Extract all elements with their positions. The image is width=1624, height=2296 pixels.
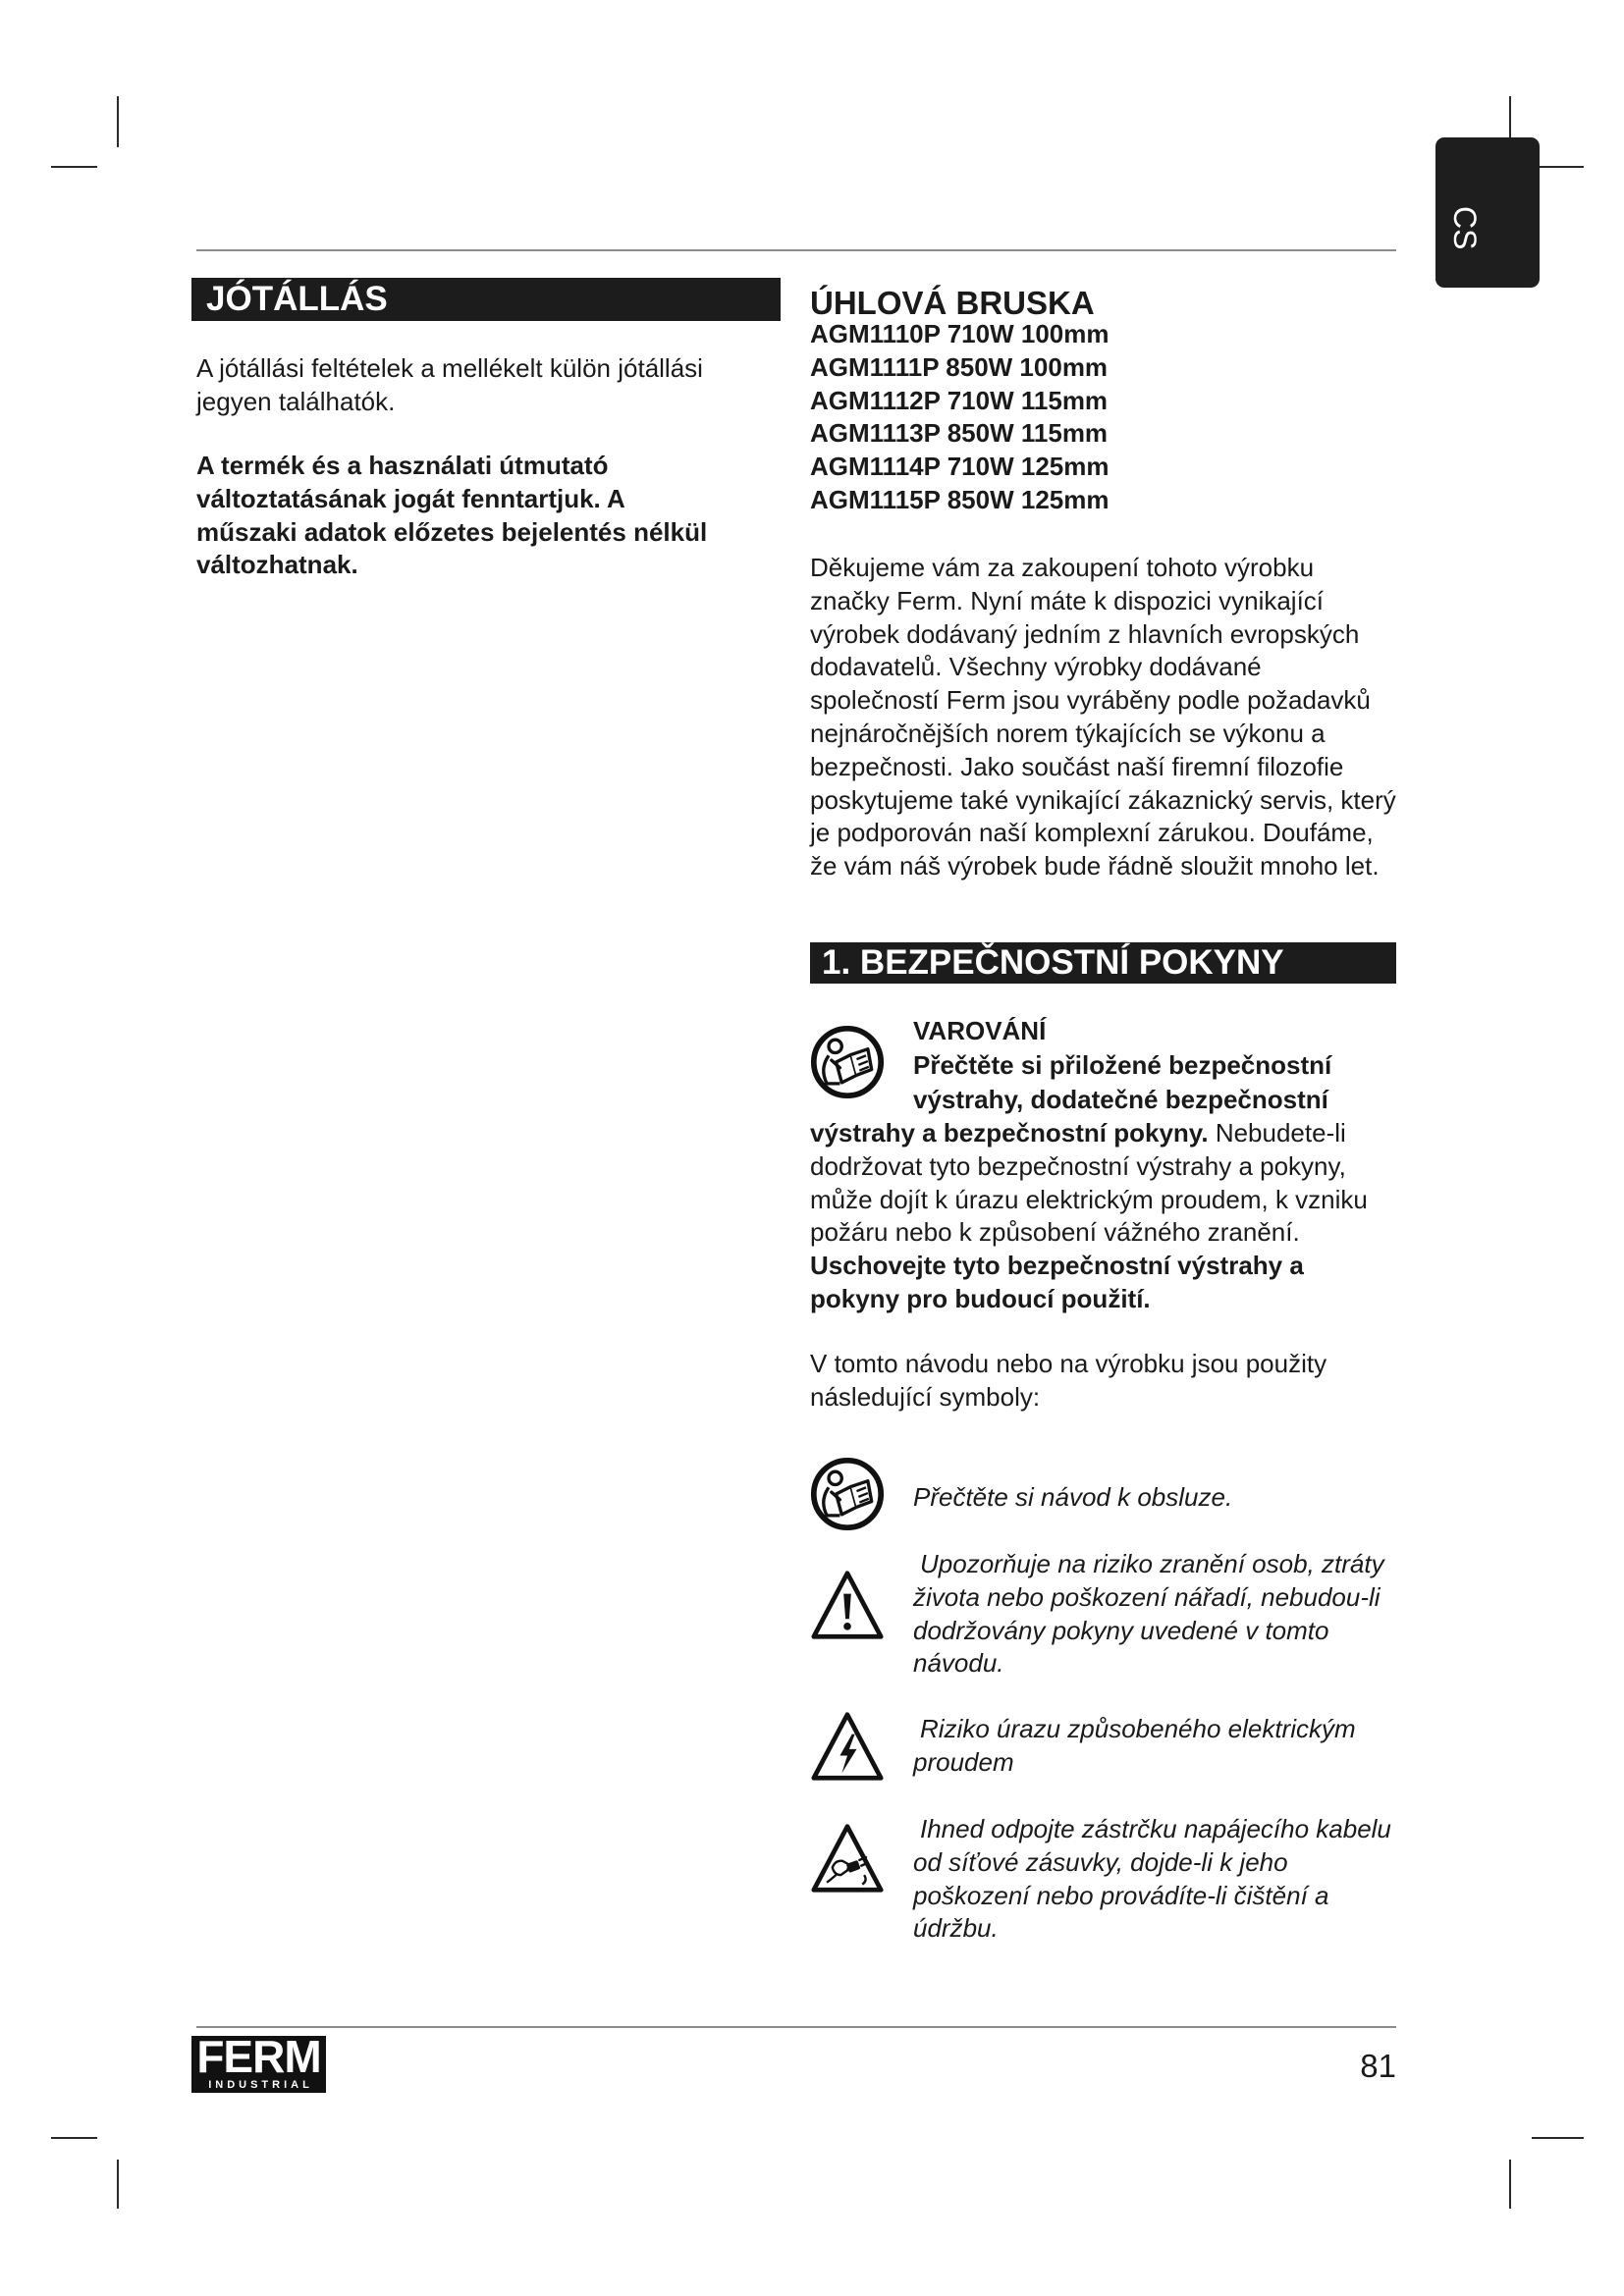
symbol-description-line: Riziko úrazu způsobeného elektrickým [920,1714,1356,1743]
warranty-text [196,352,703,419]
warning-keep-line: pokyny pro budoucí použití. [810,1283,1151,1313]
read-manual-icon [810,1457,885,1531]
intro-line: je podporován naší komplexní zárukou. Doufáme, [810,818,1374,848]
warning-triangle-icon [810,1568,885,1642]
symbol-description-line: proudem [913,1746,1014,1777]
symbol-description-line: života nebo poškození nářadí, nebudou-li [913,1581,1380,1612]
logo-wordmark: FERM [196,2036,321,2082]
symbol-description [913,1548,1384,1681]
warning-label: VAROVÁNÍ [913,1016,1047,1045]
symbol-row [810,1548,1399,1685]
page-number: 81 [1360,2048,1396,2084]
symbols-intro-line: následující symboly: [810,1381,1041,1412]
warranty-heading: JÓTÁLLÁS [191,278,781,321]
intro-paragraph [810,552,1396,883]
symbol-description-line: od síťové zásuvky, dojde-li k jeho [913,1846,1288,1877]
crop-mark [117,96,119,147]
warning-body-start: Nebudete-li [1215,1118,1346,1148]
intro-line: značky Ferm. Nyní máte k dispozici vynikající [810,585,1325,615]
model-line: AGM1115P 850W 125mm [810,484,1110,514]
symbol-description-line: dodržovány pokyny uvedené v tomto [913,1615,1329,1645]
symbol-description-line: návodu. [913,1648,1004,1679]
model-line: AGM1110P 710W 100mm [810,319,1110,348]
crop-mark [51,2137,97,2139]
unplug-icon [810,1821,885,1896]
intro-line: poskytujeme také vynikající zákaznický servis, který [810,784,1396,815]
electric-shock-icon [810,1709,885,1784]
intro-line: společností Ferm jsou vyráběny podle požadavků [810,685,1371,716]
warranty-notice-line: A termék és a használati útmutató [196,451,609,480]
warning-lead-line: výstrahy, dodatečné bezpečnostní [913,1085,1328,1114]
bottom-rule [196,2026,1396,2028]
warranty-notice-line: változtatásának jogát fenntartjuk. A [196,483,625,513]
warning-lead-line: Přečtěte si přiložené bezpečnostní [913,1050,1332,1080]
symbol-row [810,1813,1399,1950]
symbol-description-line: údržbu. [913,1913,999,1944]
product-title: ÚHLOVÁ BRUSKA [810,285,1095,321]
warning-block [810,1014,1399,1112]
model-line: AGM1112P 710W 115mm [810,385,1109,415]
model-line: AGM1111P 850W 100mm [810,351,1109,382]
symbol-description-line: poškození nebo provádíte-li čištění a [913,1880,1329,1910]
warning-line: může dojít k úrazu elektrickým proudem, k vzniku [810,1184,1368,1214]
model-list [810,318,1109,517]
model-line: AGM1113P 850W 115mm [810,418,1109,449]
warning-lead-end: výstrahy a bezpečnostní pokyny. [810,1118,1209,1148]
intro-line: že vám náš výrobek bude řádně sloužit mnoho let. [810,851,1380,881]
logo-subtitle: INDUSTRIAL [208,2079,313,2091]
warranty-text-line: A jótállási feltételek a mellékelt külön jótállási [196,353,703,383]
read-manual-icon [810,1025,885,1099]
intro-line: dodavatelů. Všechny výrobky dodávané [810,652,1262,682]
symbol-description [913,1481,1232,1515]
symbol-row [810,1457,1399,1535]
intro-line: výrobek dodávaný jedním z hlavních evropských [810,618,1360,649]
warning-line [810,1117,1368,1150]
model-line: AGM1114P 710W 125mm [810,452,1110,482]
symbol-description [913,1813,1391,1946]
crop-mark [117,2160,119,2209]
intro-line: Děkujeme vám za zakoupení tohoto výrobku [810,553,1315,582]
symbol-description-line: Ihned odpojte zástrčku napájecího kabelu [920,1814,1391,1843]
symbol-description-line: Přečtěte si návod k obsluze. [913,1482,1233,1512]
warning-keep-line: Uschovejte tyto bezpečnostní výstrahy a [810,1251,1304,1281]
symbol-description [913,1713,1356,1780]
warranty-notice-line: változhatnak. [196,550,358,580]
language-tab [1435,137,1540,288]
top-rule [196,249,1396,251]
warranty-text-line: jegyen találhatók. [196,386,396,416]
intro-line: nejnáročnějších norem týkajících se výkonu a [810,718,1326,748]
language-tab-label: CS [1447,206,1483,250]
warranty-notice [196,450,707,582]
crop-mark [1509,2160,1511,2209]
warning-body [810,1117,1368,1316]
symbols-intro [810,1348,1326,1415]
ferm-logo [191,2036,326,2093]
safety-heading: 1. BEZPEČNOSTNÍ POKYNY [810,942,1396,984]
warning-line: požáru nebo k způsobení vážného zranění. [810,1217,1300,1248]
intro-line: bezpečnosti. Jako součást naší firemní filozofie [810,751,1344,781]
symbol-row [810,1709,1399,1788]
crop-mark [1532,2137,1584,2139]
symbol-description-line: Upozorňuje na riziko zranění osob, ztráty [920,1549,1384,1578]
warning-line: dodržovat tyto bezpečnostní výstrahy a pokyny, [810,1150,1346,1181]
warning-lead [913,1014,1331,1117]
warranty-notice-line: műszaki adatok előzetes bejelentés nélkül [196,516,708,547]
crop-mark [51,166,97,168]
symbols-intro-line: V tomto návodu nebo na výrobku jsou použity [810,1349,1327,1378]
